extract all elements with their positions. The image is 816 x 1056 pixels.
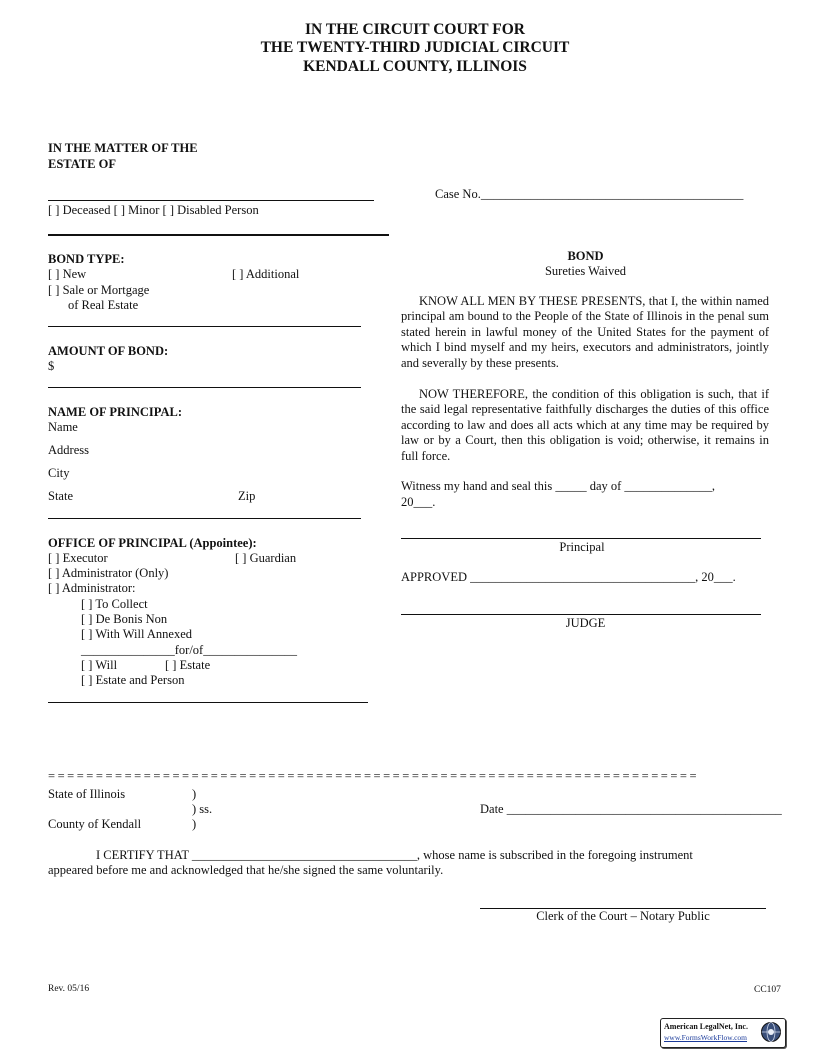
principal-zip-field[interactable]: Zip xyxy=(238,489,256,503)
administrator-checkbox[interactable]: [ ] Administrator: xyxy=(48,581,136,595)
date-field[interactable]: Date ____________________________________________ xyxy=(480,802,782,816)
bond-paragraph-1 xyxy=(401,294,769,371)
bond-type-sale-checkbox[interactable]: [ ] Sale or Mortgage xyxy=(48,283,150,297)
principal-address-field[interactable]: Address xyxy=(48,443,89,457)
court-heading-line3: KENDALL COUNTY, ILLINOIS xyxy=(303,58,527,75)
amount-dollar-sign: $ xyxy=(48,359,55,373)
guardian-checkbox[interactable]: [ ] Guardian xyxy=(235,551,297,565)
logo-company-name: American LegalNet, Inc. xyxy=(664,1022,748,1031)
principal-signature-line[interactable] xyxy=(401,538,761,539)
court-heading-line2: THE TWENTY-THIRD JUDICIAL CIRCUIT xyxy=(260,39,570,56)
judge-signature-label: JUDGE xyxy=(565,616,606,630)
ss-label: ) ss. xyxy=(192,802,213,816)
bond-type-title: BOND TYPE: xyxy=(48,252,125,266)
section-divider xyxy=(48,518,361,519)
section-divider xyxy=(48,326,361,327)
matter-label-line1: IN THE MATTER OF THE xyxy=(48,141,198,155)
separator-line: = = = = = = = = = = = = = = = = = = = = = = = = = = = = = = = = = = = = = = = = = = = = = = = = = = = = = = = = = = = = = = = = = = = = xyxy=(48,769,697,783)
executor-checkbox[interactable]: [ ] Executor xyxy=(48,551,108,565)
estate-and-person-checkbox[interactable]: [ ] Estate and Person xyxy=(81,673,185,687)
clerk-signature-label: Clerk of the Court – Notary Public xyxy=(536,909,710,923)
certify-line-1[interactable]: I CERTIFY THAT ____________________________________, whose name is subscribed in the foregoing instrument xyxy=(96,848,693,862)
de-bonis-non-checkbox[interactable]: [ ] De Bonis Non xyxy=(81,612,168,626)
state-label: State of Illinois xyxy=(48,787,126,801)
revision-label: Rev. 05/16 xyxy=(48,984,90,994)
for-of-field[interactable]: _______________for/of_______________ xyxy=(81,643,297,657)
administrator-only-checkbox[interactable]: [ ] Administrator (Only) xyxy=(48,566,169,580)
bond-paragraph-2 xyxy=(401,387,769,464)
to-collect-checkbox[interactable]: [ ] To Collect xyxy=(81,597,148,611)
office-title: OFFICE OF PRINCIPAL (Appointee): xyxy=(48,536,257,550)
bond-title: BOND xyxy=(567,249,604,263)
section-divider xyxy=(48,702,368,703)
estate-checkbox[interactable]: [ ] Estate xyxy=(165,658,211,672)
form-number: CC107 xyxy=(754,985,781,995)
principal-state-field[interactable]: State xyxy=(48,489,73,503)
principal-name-field[interactable]: Name xyxy=(48,420,78,434)
court-heading-line1: IN THE CIRCUIT COURT FOR xyxy=(305,21,525,38)
bond-subtitle: Sureties Waived xyxy=(544,264,627,278)
certify-line-2: appeared before me and acknowledged that he/she signed the same voluntarily. xyxy=(48,863,444,877)
section-divider xyxy=(48,234,389,236)
principal-signature-label: Principal xyxy=(559,540,605,554)
with-will-annexed-checkbox[interactable]: [ ] With Will Annexed xyxy=(81,627,193,641)
bond-type-sale-label: of Real Estate xyxy=(68,298,139,312)
witness-line-1[interactable]: Witness my hand and seal this _____ day of ______________, xyxy=(401,479,716,493)
logo-website-link[interactable]: www.FormsWorkFlow.com xyxy=(664,1033,748,1042)
principal-title: NAME OF PRINCIPAL: xyxy=(48,405,183,419)
bracket-paren: ) xyxy=(192,787,197,801)
globe-icon xyxy=(760,1021,782,1043)
county-label: County of Kendall xyxy=(48,817,142,831)
bracket-paren: ) xyxy=(192,817,197,831)
estate-status-options[interactable]: [ ] Deceased [ ] Minor [ ] Disabled Person xyxy=(48,203,259,217)
bond-paragraph-2-text: NOW THEREFORE, the condition of this obligation is such, that if the said legal representative faithfully discharges the duties of this office according to law and does all acts which at any time may be required by law or by a Court, then this obligation is void; otherwise, it remains in full force. xyxy=(401,387,769,463)
amount-line[interactable] xyxy=(48,387,361,388)
amount-of-bond-title: AMOUNT OF BOND: xyxy=(48,344,169,358)
principal-city-field[interactable]: City xyxy=(48,466,70,480)
case-number-field[interactable]: Case No.__________________________________________ xyxy=(435,187,744,201)
approved-line[interactable]: APPROVED ____________________________________, 20___. xyxy=(401,570,736,584)
publisher-logo[interactable] xyxy=(660,1018,786,1048)
estate-name-line[interactable] xyxy=(48,200,374,201)
witness-line-2[interactable]: 20___. xyxy=(401,495,436,509)
bond-type-new-checkbox[interactable]: [ ] New xyxy=(48,267,87,281)
judge-signature-line[interactable] xyxy=(401,614,761,615)
bond-paragraph-1-text: KNOW ALL MEN BY THESE PRESENTS, that I, the within named principal am bound to the People of the State of Illinois in the penal sum stated herein in lawful money of the United States for the payment of which I bind myself and my heirs, executors and administrators, jointly and severally by these presents. xyxy=(401,294,769,370)
will-checkbox[interactable]: [ ] Will xyxy=(81,658,118,672)
bond-type-additional-checkbox[interactable]: [ ] Additional xyxy=(232,267,300,281)
matter-label-line2: ESTATE OF xyxy=(48,157,116,171)
